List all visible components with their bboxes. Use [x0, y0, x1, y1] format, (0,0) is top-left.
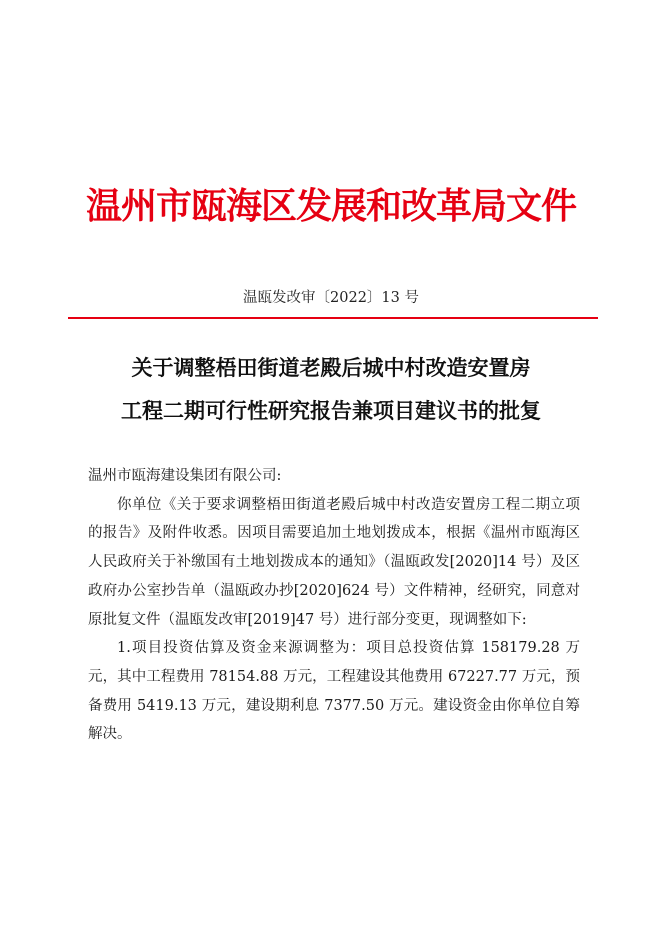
red-separator-line	[68, 317, 598, 319]
issuer-masthead: 温州市瓯海区发展和改革局文件	[85, 185, 576, 227]
addressee: 温州市瓯海建设集团有限公司:	[88, 468, 282, 484]
body-paragraph-1: 你单位《关于要求调整梧田街道老殿后城中村改造安置房工程二期立项的报告》及附件收悉。因项目需要追加土地划拨成本，根据《温州市瓯海区人民政府关于补缴国有土地划拨成本的通知》（温瓯政发[2020]14 号）及区政府办公室抄告单（温瓯政办抄[2020]624 号）文件精神，经研究，同意对原批复文件（温瓯发改审[2019]47 号）进行部分变更，现调整如下:	[88, 496, 580, 628]
document-title-line-2: 工程二期可行性研究报告兼项目建议书的批复	[121, 398, 541, 423]
document-title-line-1: 关于调整梧田街道老殿后城中村改造安置房	[131, 355, 531, 380]
body-paragraph-2: 1.项目投资估算及资金来源调整为：项目总投资估算 158179.28 万元，其中工程费用 78154.88 万元，工程建设其他费用 67227.77 万元，预备费用 5419.13 万元，建设期利息 7377.50 万元。建设资金由你单位自筹解决。	[88, 640, 580, 743]
document-number: 温瓯发改审〔2022〕13 号	[243, 290, 419, 306]
document-body	[88, 462, 580, 749]
